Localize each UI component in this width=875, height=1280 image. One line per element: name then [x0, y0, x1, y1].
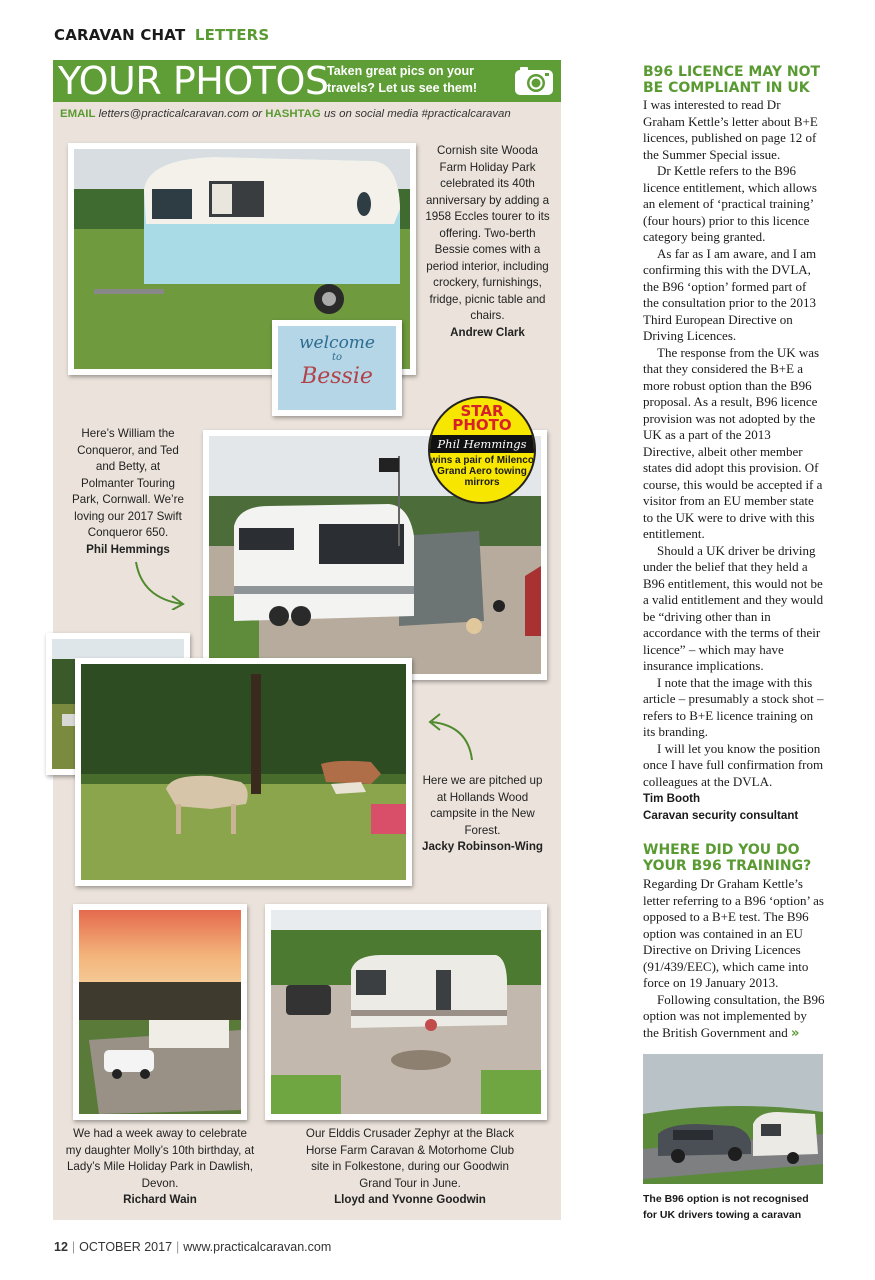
issue-date: OCTOBER 2017 [79, 1240, 173, 1254]
letter-paragraph: Dr Kettle refers to the B96 licence entitlement, which allows an element of ‘practical training’ (four hours) prior to this licence category being granted. [643, 163, 817, 244]
letter-2-heading: WHERE DID YOU DO YOUR B96 TRAINING? [643, 842, 812, 874]
letter-author: Tim Booth [643, 792, 701, 805]
letter-paragraph: I will let you know the position once I have full confirmation from colleagues at the DVLA. [643, 740, 824, 789]
camera-icon [514, 66, 554, 96]
section-header [54, 26, 269, 44]
subsection-title: LETTERS [194, 26, 270, 44]
email-link[interactable]: letters@practicalcaravan.com or [98, 108, 263, 120]
caption-credit: Lloyd and Yvonne Goodwin [334, 1193, 486, 1206]
caption-5 [300, 1126, 520, 1209]
letter-author-role: Caravan security consultant [643, 809, 799, 822]
section-title: CARAVAN CHAT [54, 26, 186, 44]
sign-line3: Bessie [301, 364, 373, 389]
photo-ladys-mile-sunset [73, 904, 247, 1120]
letter-paragraph: I was interested to read Dr Graham Kettle’s letter about B+E licences, published on page 12 of the Summer Special issue. [643, 97, 818, 162]
letter-paragraph-text: Following consultation, the B96 option was not implemented by the British Government and [643, 991, 825, 1040]
banner-title: YOUR PHOTOS [58, 59, 329, 103]
caption-3 [420, 773, 545, 856]
letter-1-body [643, 97, 825, 824]
star-winner-name: Phil Hemmings [428, 435, 536, 453]
caption-text: Here’s William the Conqueror, and Ted and Betty, at Polmanter Touring Park, Cornwall. We’re loving our 2017 Swift Conqueror 650. [72, 427, 184, 539]
side-photo-caption: The B96 option is not recognised for UK drivers towing a caravan [643, 1193, 809, 1221]
hashtag-label: HASHTAG [265, 108, 321, 120]
star-photo-badge [428, 396, 536, 504]
caption-4 [64, 1126, 256, 1209]
caption-credit: Jacky Robinson-Wing [422, 840, 543, 853]
footer-divider: | [71, 1240, 76, 1254]
continued-icon: » [791, 1025, 800, 1041]
arrow-icon [128, 558, 190, 610]
caption-text: We had a week away to celebrate my daughter Molly’s 10th birthday, at Lady’s Mile Holiday Park in Dawlish, Devon. [65, 1127, 255, 1190]
photo-welcome-sign [272, 320, 402, 416]
contact-line [60, 108, 511, 120]
star-label-1: STAR [460, 402, 504, 420]
website-link[interactable]: www.practicalcaravan.com [183, 1240, 332, 1254]
hashtag-text: us on social media #practicalcaravan [323, 108, 511, 120]
arrow-icon [424, 708, 480, 766]
caption-credit: Richard Wain [123, 1193, 197, 1206]
letter-paragraph: Regarding Dr Graham Kettle’s letter referring to a B96 ‘option’ as opposed to a B+E test. The B96 option was contained in an EU Directive on Driving Licences (91/439/EEC), which came into force on 19 January 2013. [643, 876, 824, 990]
sign-line1: welcome [299, 333, 375, 353]
letter-2-body [643, 876, 825, 1042]
banner-tagline: Taken great pics on your travels? Let us see them! [327, 64, 478, 95]
caption-text: Our Elddis Crusader Zephyr at the Black Horse Farm Caravan & Motorhome Club site in Folkestone, during our Goodwin Grand Tour in June. [305, 1127, 515, 1190]
page-footer [54, 1240, 331, 1254]
photo-elddis-crusader [265, 904, 547, 1120]
letter-paragraph: Should a UK driver be driving under the belief that they held a B96 entitlement, this would not be a valid entitlement and they would be “driving other than in accordance with the terms of their licence” – which may have insurance implications. [643, 542, 824, 673]
email-label: EMAIL [60, 108, 96, 120]
star-label-2: PHOTO [452, 416, 512, 434]
letter-paragraph: As far as I am aware, and I am confirming this with the DVLA, the B96 ‘option’ formed part of the consultation prior to the 2013 Third European Directive on Driving Licences. [643, 245, 817, 343]
letter-paragraph [643, 992, 825, 1043]
letter-paragraph: The response from the UK was that they considered the B+E a more robust option than the B96 proposal. As a result, B96 licence provision was not adopted by the UK as a part of the 2013 Directive, albeit other member states did adopt this provision. Of course, this would be accepted if a visitor from an EU member state to the UK were to drive with this entitlement. [643, 344, 823, 541]
footer-divider: | [176, 1240, 180, 1254]
caption-2 [68, 426, 188, 558]
photo-new-forest-cows [75, 658, 412, 886]
photo-towing-caravan [643, 1054, 823, 1184]
caption-credit: Phil Hemmings [86, 542, 170, 556]
sign-line2: to [331, 352, 343, 363]
caption-credit: Andrew Clark [450, 325, 525, 339]
star-prize: wins a pair of Milenco Grand Aero towing mirrors [430, 455, 534, 488]
caption-1 [425, 143, 550, 341]
caption-text: Here we are pitched up at Hollands Wood campsite in the New Forest. [422, 774, 543, 837]
page-number: 12 [54, 1240, 68, 1254]
caption-text: Cornish site Wooda Farm Holiday Park celebrated its 40th anniversary by adding a 1958 Eccles tourer to its offering. Two-berth Bessie comes with a period interior, including crockery, furnishings, fridge, picnic table and chairs. [425, 144, 550, 322]
letter-1-heading: B96 LICENCE MAY NOT BE COMPLIANT IN UK [643, 64, 821, 96]
letter-paragraph: I note that the image with this article – presumably a stock shot – refers to B+E licence training on its branding. [643, 674, 824, 739]
